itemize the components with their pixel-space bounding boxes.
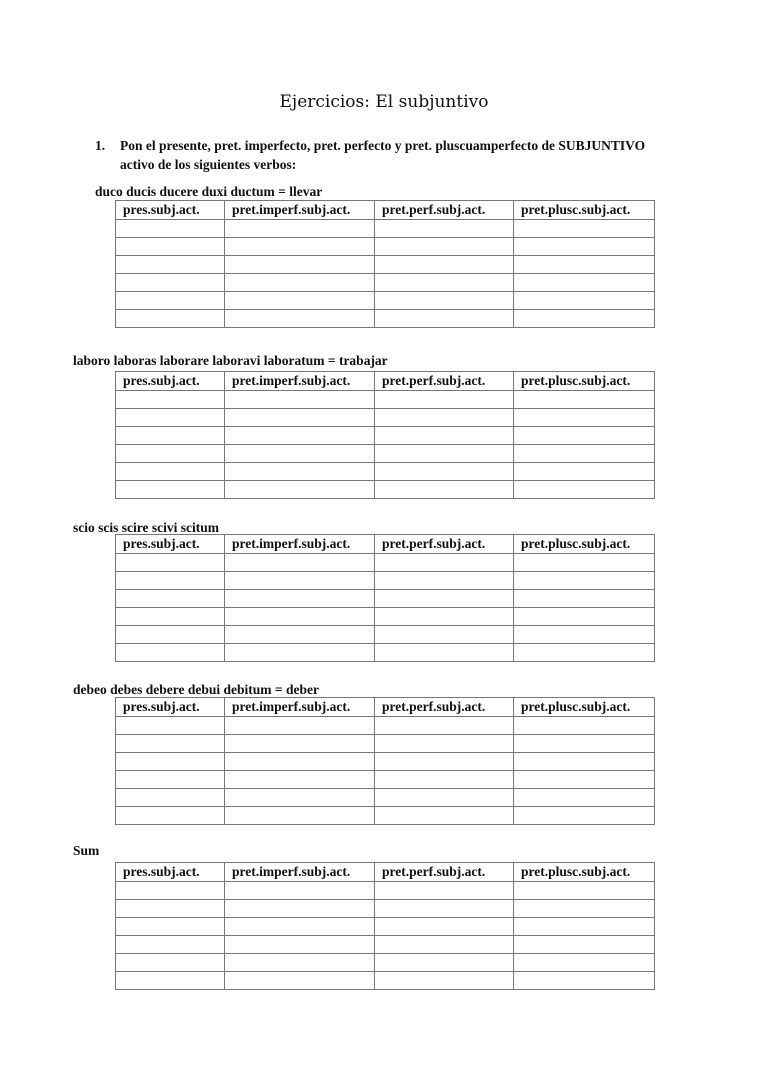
answer-cell[interactable]	[225, 936, 375, 954]
answer-cell[interactable]	[514, 882, 655, 900]
answer-cell[interactable]	[375, 753, 514, 771]
column-header: pret.imperf.subj.act.	[225, 201, 375, 220]
verb-label: scio scis scire scivi scitum	[73, 520, 219, 535]
answer-cell[interactable]	[116, 918, 225, 936]
answer-cell[interactable]	[375, 644, 514, 662]
answer-cell[interactable]	[225, 554, 375, 572]
answer-cell[interactable]	[514, 554, 655, 572]
table-row	[116, 572, 655, 590]
verb-label: debeo debes debere debui debitum = deber	[73, 682, 319, 697]
conjugation-table	[115, 534, 655, 662]
answer-cell[interactable]	[375, 626, 514, 644]
answer-cell[interactable]	[225, 481, 375, 499]
answer-cell[interactable]	[225, 807, 375, 825]
answer-cell[interactable]	[514, 409, 655, 427]
answer-cell[interactable]	[375, 882, 514, 900]
table-header-row	[116, 535, 655, 554]
column-header: pres.subj.act.	[116, 535, 225, 554]
answer-cell[interactable]	[514, 256, 655, 274]
answer-cell[interactable]	[116, 900, 225, 918]
answer-cell[interactable]	[116, 572, 225, 590]
conjugation-table	[115, 371, 655, 499]
table-row	[116, 882, 655, 900]
answer-cell[interactable]	[116, 554, 225, 572]
answer-cell[interactable]	[514, 900, 655, 918]
table-row	[116, 789, 655, 807]
answer-cell[interactable]	[375, 409, 514, 427]
answer-cell[interactable]	[116, 626, 225, 644]
table-row	[116, 481, 655, 499]
table-row	[116, 753, 655, 771]
answer-cell[interactable]	[225, 310, 375, 328]
table-row	[116, 807, 655, 825]
answer-cell[interactable]	[116, 481, 225, 499]
table-row	[116, 771, 655, 789]
answer-cell[interactable]	[225, 590, 375, 608]
table-row	[116, 292, 655, 310]
column-header: pret.plusc.subj.act.	[514, 201, 655, 220]
answer-cell[interactable]	[116, 445, 225, 463]
column-header: pres.subj.act.	[116, 201, 225, 220]
answer-cell[interactable]	[375, 445, 514, 463]
answer-cell[interactable]	[375, 936, 514, 954]
answer-cell[interactable]	[375, 274, 514, 292]
table-row	[116, 427, 655, 445]
answer-cell[interactable]	[225, 900, 375, 918]
answer-cell[interactable]	[116, 807, 225, 825]
answer-cell[interactable]	[116, 274, 225, 292]
table-row	[116, 409, 655, 427]
column-header: pret.perf.subj.act.	[375, 863, 514, 882]
column-header: pret.perf.subj.act.	[375, 201, 514, 220]
answer-cell[interactable]	[225, 882, 375, 900]
answer-cell[interactable]	[514, 590, 655, 608]
answer-cell[interactable]	[116, 972, 225, 990]
answer-cell[interactable]	[225, 391, 375, 409]
column-header: pret.plusc.subj.act.	[514, 372, 655, 391]
table-row	[116, 274, 655, 292]
answer-cell[interactable]	[514, 238, 655, 256]
table-row	[116, 463, 655, 481]
answer-cell[interactable]	[514, 918, 655, 936]
instruction-number: 1.	[95, 138, 106, 153]
answer-cell[interactable]	[375, 220, 514, 238]
table-row	[116, 918, 655, 936]
table-header-row	[116, 372, 655, 391]
answer-cell[interactable]	[375, 427, 514, 445]
answer-cell[interactable]	[225, 918, 375, 936]
answer-cell[interactable]	[375, 735, 514, 753]
answer-cell[interactable]	[225, 771, 375, 789]
answer-cell[interactable]	[116, 735, 225, 753]
answer-cell[interactable]	[514, 807, 655, 825]
column-header: pret.imperf.subj.act.	[225, 535, 375, 554]
answer-cell[interactable]	[225, 608, 375, 626]
answer-cell[interactable]	[225, 954, 375, 972]
answer-cell[interactable]	[116, 882, 225, 900]
answer-cell[interactable]	[116, 717, 225, 735]
answer-cell[interactable]	[225, 626, 375, 644]
column-header: pret.imperf.subj.act.	[225, 372, 375, 391]
answer-cell[interactable]	[514, 789, 655, 807]
column-header: pret.imperf.subj.act.	[225, 863, 375, 882]
answer-cell[interactable]	[375, 292, 514, 310]
answer-cell[interactable]	[225, 789, 375, 807]
column-header: pret.plusc.subj.act.	[514, 863, 655, 882]
column-header: pret.perf.subj.act.	[375, 372, 514, 391]
answer-cell[interactable]	[116, 310, 225, 328]
answer-cell[interactable]	[514, 608, 655, 626]
answer-cell[interactable]	[116, 771, 225, 789]
answer-cell[interactable]	[225, 572, 375, 590]
answer-cell[interactable]	[116, 644, 225, 662]
answer-cell[interactable]	[375, 572, 514, 590]
answer-cell[interactable]	[514, 626, 655, 644]
table-row	[116, 391, 655, 409]
table-row	[116, 972, 655, 990]
answer-cell[interactable]	[116, 789, 225, 807]
table-row	[116, 644, 655, 662]
verb-label: laboro laboras laborare laboravi laboratum = trabajar	[73, 353, 388, 368]
answer-cell[interactable]	[375, 918, 514, 936]
answer-cell[interactable]	[375, 900, 514, 918]
answer-cell[interactable]	[116, 256, 225, 274]
answer-cell[interactable]	[375, 717, 514, 735]
table-header-row	[116, 863, 655, 882]
column-header: pret.plusc.subj.act.	[514, 698, 655, 717]
answer-cell[interactable]	[116, 936, 225, 954]
answer-cell[interactable]	[514, 391, 655, 409]
answer-cell[interactable]	[225, 717, 375, 735]
table-row	[116, 900, 655, 918]
answer-cell[interactable]	[375, 238, 514, 256]
answer-cell[interactable]	[514, 771, 655, 789]
answer-cell[interactable]	[116, 753, 225, 771]
table-row	[116, 936, 655, 954]
answer-cell[interactable]	[375, 310, 514, 328]
answer-cell[interactable]	[225, 445, 375, 463]
answer-cell[interactable]	[514, 735, 655, 753]
answer-cell[interactable]	[375, 608, 514, 626]
column-header: pret.perf.subj.act.	[375, 698, 514, 717]
answer-cell[interactable]	[225, 427, 375, 445]
answer-cell[interactable]	[225, 220, 375, 238]
answer-cell[interactable]	[514, 445, 655, 463]
answer-cell[interactable]	[514, 220, 655, 238]
table-row	[116, 554, 655, 572]
answer-cell[interactable]	[375, 590, 514, 608]
column-header: pres.subj.act.	[116, 698, 225, 717]
answer-cell[interactable]	[116, 954, 225, 972]
answer-cell[interactable]	[514, 427, 655, 445]
answer-cell[interactable]	[514, 274, 655, 292]
answer-cell[interactable]	[375, 481, 514, 499]
answer-cell[interactable]	[116, 590, 225, 608]
answer-cell[interactable]	[375, 954, 514, 972]
answer-cell[interactable]	[514, 936, 655, 954]
table-row	[116, 626, 655, 644]
answer-cell[interactable]	[375, 771, 514, 789]
verb-label: duco ducis ducere duxi ductum = llevar	[95, 184, 323, 199]
conjugation-table	[115, 862, 655, 990]
answer-cell[interactable]	[116, 391, 225, 409]
page-title: Ejercicios: El subjuntivo	[279, 92, 489, 112]
table-row	[116, 954, 655, 972]
answer-cell[interactable]	[116, 292, 225, 310]
table-row	[116, 717, 655, 735]
table-row	[116, 608, 655, 626]
answer-cell[interactable]	[514, 310, 655, 328]
conjugation-table	[115, 200, 655, 328]
column-header: pres.subj.act.	[116, 372, 225, 391]
answer-cell[interactable]	[116, 409, 225, 427]
answer-cell[interactable]	[225, 644, 375, 662]
table-row	[116, 735, 655, 753]
answer-cell[interactable]	[116, 220, 225, 238]
answer-cell[interactable]	[375, 807, 514, 825]
answer-cell[interactable]	[514, 954, 655, 972]
answer-cell[interactable]	[225, 753, 375, 771]
answer-cell[interactable]	[225, 972, 375, 990]
answer-cell[interactable]	[225, 256, 375, 274]
answer-cell[interactable]	[116, 427, 225, 445]
column-header: pret.imperf.subj.act.	[225, 698, 375, 717]
table-header-row	[116, 201, 655, 220]
answer-cell[interactable]	[514, 481, 655, 499]
answer-cell[interactable]	[514, 644, 655, 662]
answer-cell[interactable]	[225, 409, 375, 427]
table-row	[116, 445, 655, 463]
answer-cell[interactable]	[225, 463, 375, 481]
answer-cell[interactable]	[514, 463, 655, 481]
answer-cell[interactable]	[514, 717, 655, 735]
table-row	[116, 310, 655, 328]
conjugation-table	[115, 697, 655, 825]
answer-cell[interactable]	[116, 608, 225, 626]
column-header: pret.plusc.subj.act.	[514, 535, 655, 554]
answer-cell[interactable]	[514, 753, 655, 771]
answer-cell[interactable]	[225, 735, 375, 753]
answer-cell[interactable]	[225, 238, 375, 256]
answer-cell[interactable]	[116, 238, 225, 256]
answer-cell[interactable]	[514, 972, 655, 990]
table-row	[116, 590, 655, 608]
answer-cell[interactable]	[375, 463, 514, 481]
instruction-text: Pon el presente, pret. imperfecto, pret. perfecto y pret. pluscuamperfecto de SUBJUNTIVO activo de los siguientes verbos:	[120, 138, 646, 172]
answer-cell[interactable]	[514, 572, 655, 590]
answer-cell[interactable]	[375, 972, 514, 990]
column-header: pret.perf.subj.act.	[375, 535, 514, 554]
answer-cell[interactable]	[116, 463, 225, 481]
answer-cell[interactable]	[514, 292, 655, 310]
column-header: pres.subj.act.	[116, 863, 225, 882]
answer-cell[interactable]	[375, 554, 514, 572]
table-row	[116, 256, 655, 274]
answer-cell[interactable]	[375, 391, 514, 409]
answer-cell[interactable]	[375, 789, 514, 807]
answer-cell[interactable]	[375, 256, 514, 274]
table-row	[116, 238, 655, 256]
table-row	[116, 220, 655, 238]
answer-cell[interactable]	[225, 292, 375, 310]
answer-cell[interactable]	[225, 274, 375, 292]
table-header-row	[116, 698, 655, 717]
verb-label: Sum	[73, 843, 100, 858]
